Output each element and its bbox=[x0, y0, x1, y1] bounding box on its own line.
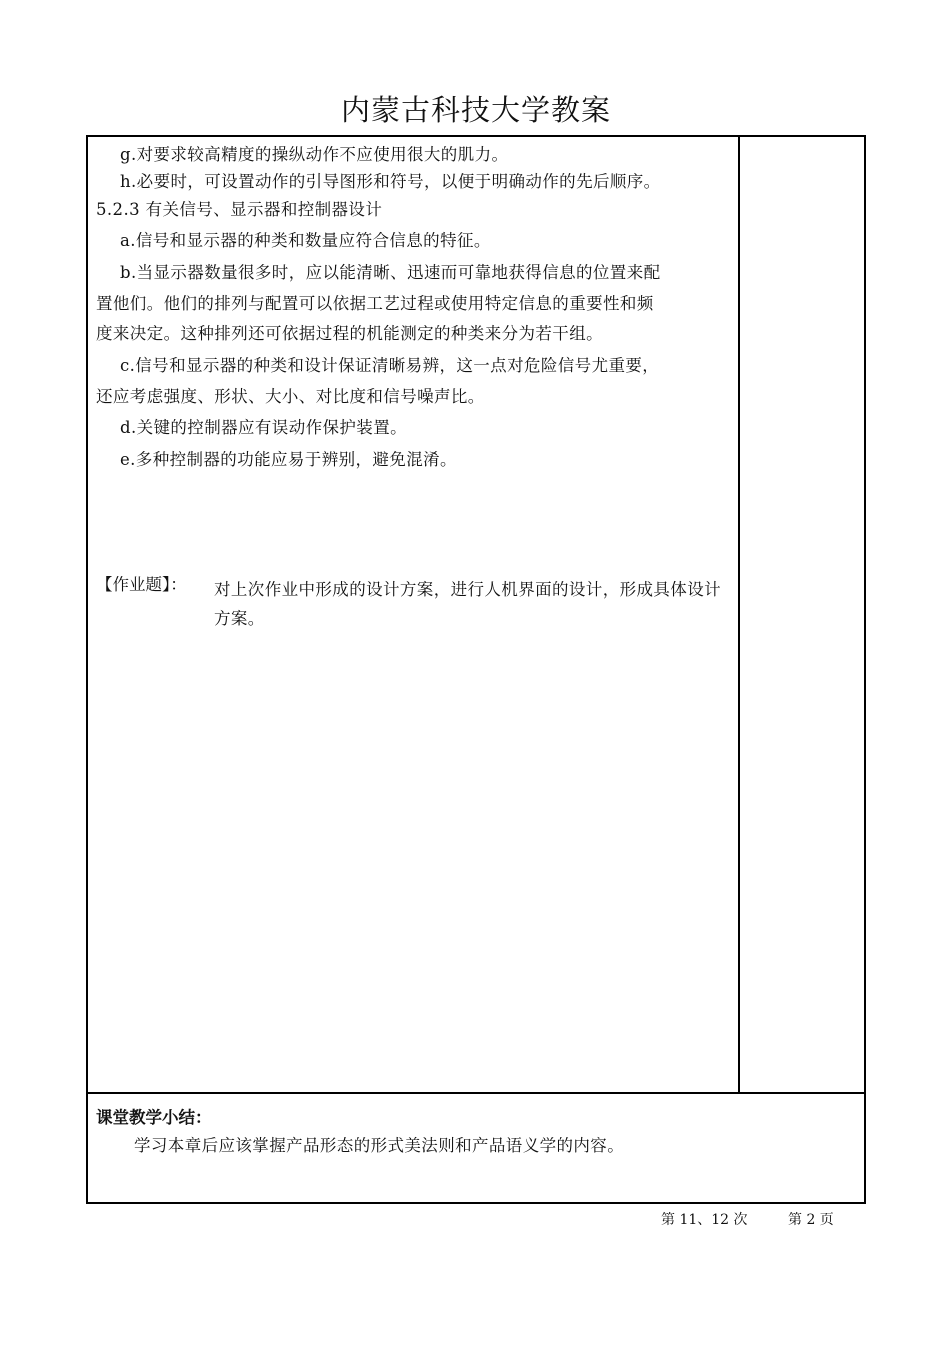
footer-page-number: 第 2 页 bbox=[788, 1212, 834, 1228]
footer-session: 第 11、12 次 bbox=[661, 1212, 748, 1228]
content-line-h: h.必要时，可设置动作的引导图形和符号，以便于明确动作的先后顺序。 bbox=[120, 172, 661, 191]
content-line-d: d.关键的控制器应有误动作保护装置。 bbox=[120, 418, 408, 437]
section-heading-5-2-3: 5.2.3 有关信号、显示器和控制器设计 bbox=[96, 200, 383, 219]
summary-heading: 课堂教学小结： bbox=[96, 1108, 212, 1127]
summary-text: 学习本章后应该掌握产品形态的形式美法则和产品语义学的内容。 bbox=[134, 1136, 625, 1155]
remarks-cell bbox=[740, 137, 864, 1092]
content-line-e: e.多种控制器的功能应易于辨别，避免混淆。 bbox=[120, 450, 457, 469]
summary-cell bbox=[88, 1092, 864, 1202]
homework-text: 对上次作业中形成的设计方案，进行人机界面的设计，形成具体设计方案。 bbox=[214, 580, 721, 628]
content-line-c2: 还应考虑强度、形状、大小、对比度和信号噪声比。 bbox=[96, 387, 485, 406]
homework-label: 【作业题】： bbox=[96, 575, 187, 594]
lesson-plan-table bbox=[86, 135, 866, 1204]
content-line-a: a.信号和显示器的种类和数量应符合信息的特征。 bbox=[120, 231, 491, 250]
content-line-c1: c.信号和显示器的种类和设计保证清晰易辨，这一点对危险信号尤重要， bbox=[120, 356, 660, 375]
content-line-b3: 度来决定。这种排列还可依据过程的机能测定的种类来分为若干组。 bbox=[96, 324, 603, 343]
content-line-b1: b.当显示器数量很多时，应以能清晰、迅速而可靠地获得信息的位置来配 bbox=[120, 263, 661, 282]
content-cell bbox=[88, 137, 740, 1092]
page-title: 内蒙古科技大学教案 bbox=[340, 93, 611, 127]
content-line-g: g.对要求较高精度的操纵动作不应使用很大的肌力。 bbox=[120, 145, 509, 164]
content-line-b2: 置他们。他们的排列与配置可以依据工艺过程或使用特定信息的重要性和频 bbox=[96, 294, 654, 313]
